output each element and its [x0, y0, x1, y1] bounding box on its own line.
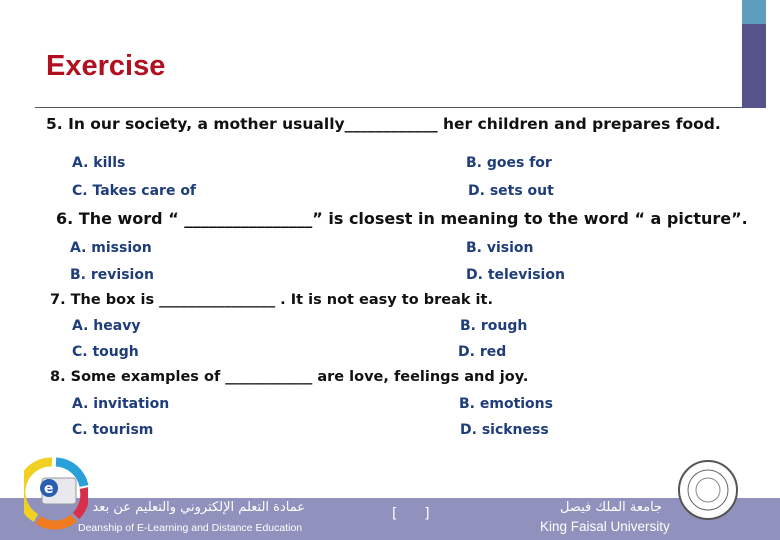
question-5: 5. In our society, a mother usually____________ her children and prepares food.: [46, 115, 721, 133]
option: D. red: [458, 344, 507, 360]
slide-title: Exercise: [46, 50, 166, 82]
accent-bar-top: [742, 0, 766, 24]
option: B. emotions: [459, 396, 553, 412]
option: C. tough: [72, 344, 139, 360]
university-seal-icon: [678, 460, 738, 520]
elearning-logo-icon: [24, 456, 88, 536]
option: D. television: [466, 267, 565, 283]
option: A. heavy: [72, 318, 141, 334]
option: D. sets out: [468, 183, 554, 199]
accent-bar: [742, 24, 766, 108]
deanship-arabic: عمادة التعلم الإلكتروني والتعليم عن بعد: [92, 500, 305, 515]
option: C. tourism: [72, 422, 154, 438]
question-6: 6. The word “ ________________” is closest in meaning to the word “ a picture”.: [56, 209, 748, 228]
question-8: 8. Some examples of ____________ are love, feelings and joy.: [50, 369, 529, 385]
option: B. revision: [70, 267, 154, 283]
deanship-english: Deanship of E-Learning and Distance Education: [78, 522, 303, 534]
option: B. rough: [460, 318, 528, 334]
option: D. sickness: [460, 422, 549, 438]
university-arabic: جامعة الملك فيصل: [560, 500, 663, 515]
university-english: King Faisal University: [540, 519, 670, 534]
option: B. vision: [466, 240, 534, 256]
svg-text:e: e: [44, 481, 54, 497]
option: C. Takes care of: [72, 183, 197, 199]
option: A. kills: [72, 155, 126, 171]
option: B. goes for: [466, 155, 552, 171]
question-7: 7. The box is ________________ . It is not easy to break it.: [50, 292, 493, 308]
page-number: [ ]: [392, 506, 430, 522]
option: A. mission: [70, 240, 152, 256]
option: A. invitation: [72, 396, 170, 412]
title-divider: [35, 107, 742, 108]
